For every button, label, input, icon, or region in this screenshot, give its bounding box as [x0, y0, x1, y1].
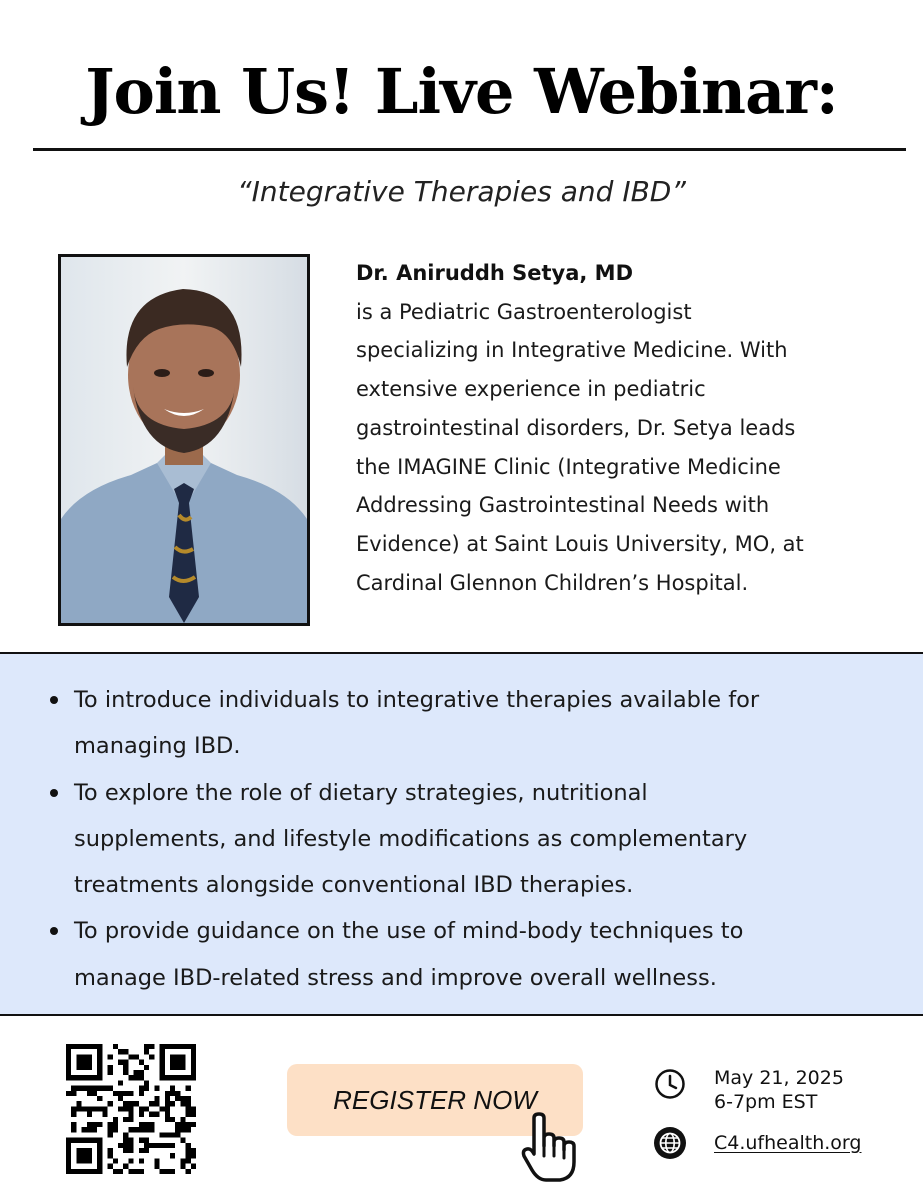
- webinar-subtitle: “Integrative Therapies and IBD”: [237, 175, 686, 208]
- event-datetime: [714, 1066, 844, 1114]
- bio-line: the IMAGINE Clinic (Integrative Medicine: [356, 454, 781, 479]
- pointer-hand-icon: [520, 1112, 584, 1184]
- bio-line: is a Pediatric Gastroenterologist: [356, 299, 692, 324]
- globe-icon: [654, 1127, 686, 1159]
- objectives-band: [0, 652, 923, 1016]
- objectives-list: [50, 677, 880, 1001]
- event-time: 6-7pm EST: [714, 1091, 818, 1113]
- objective-item: [50, 770, 880, 909]
- objective-line: To explore the role of dietary strategies, nutritional: [74, 779, 648, 806]
- objective-line: supplements, and lifestyle modifications as complementary: [74, 825, 748, 852]
- bio-line: Cardinal Glennon Children’s Hospital.: [356, 570, 749, 595]
- register-now-button[interactable]: REGISTER NOW: [287, 1064, 583, 1136]
- bio-line: gastrointestinal disorders, Dr. Setya leads: [356, 415, 796, 440]
- website-link[interactable]: C4.ufhealth.org: [714, 1132, 862, 1154]
- speaker-bio: [356, 254, 896, 602]
- bio-line: extensive experience in pediatric: [356, 377, 706, 402]
- page-title: Join Us! Live Webinar:: [85, 55, 838, 128]
- objective-line: managing IBD.: [74, 733, 241, 760]
- title-divider: [33, 148, 906, 151]
- bio-line: Evidence) at Saint Louis University, MO, at: [356, 531, 804, 556]
- clock-icon: [654, 1068, 686, 1100]
- bio-line: specializing in Integrative Medicine. With: [356, 338, 788, 363]
- bio-line: Addressing Gastrointestinal Needs with: [356, 493, 770, 518]
- objective-item: [50, 908, 880, 1001]
- event-date: May 21, 2025: [714, 1067, 844, 1089]
- objective-line: manage IBD-related stress and improve overall wellness.: [74, 964, 717, 991]
- speaker-name: Dr. Aniruddh Setya, MD: [356, 261, 633, 285]
- objective-line: To provide guidance on the use of mind-body techniques to: [74, 918, 744, 945]
- objective-line: To introduce individuals to integrative therapies available for: [74, 687, 760, 713]
- qr-code[interactable]: [66, 1044, 196, 1174]
- speaker-photo: [58, 254, 310, 626]
- objective-line: treatments alongside conventional IBD therapies.: [74, 872, 634, 899]
- objective-item: [50, 677, 880, 770]
